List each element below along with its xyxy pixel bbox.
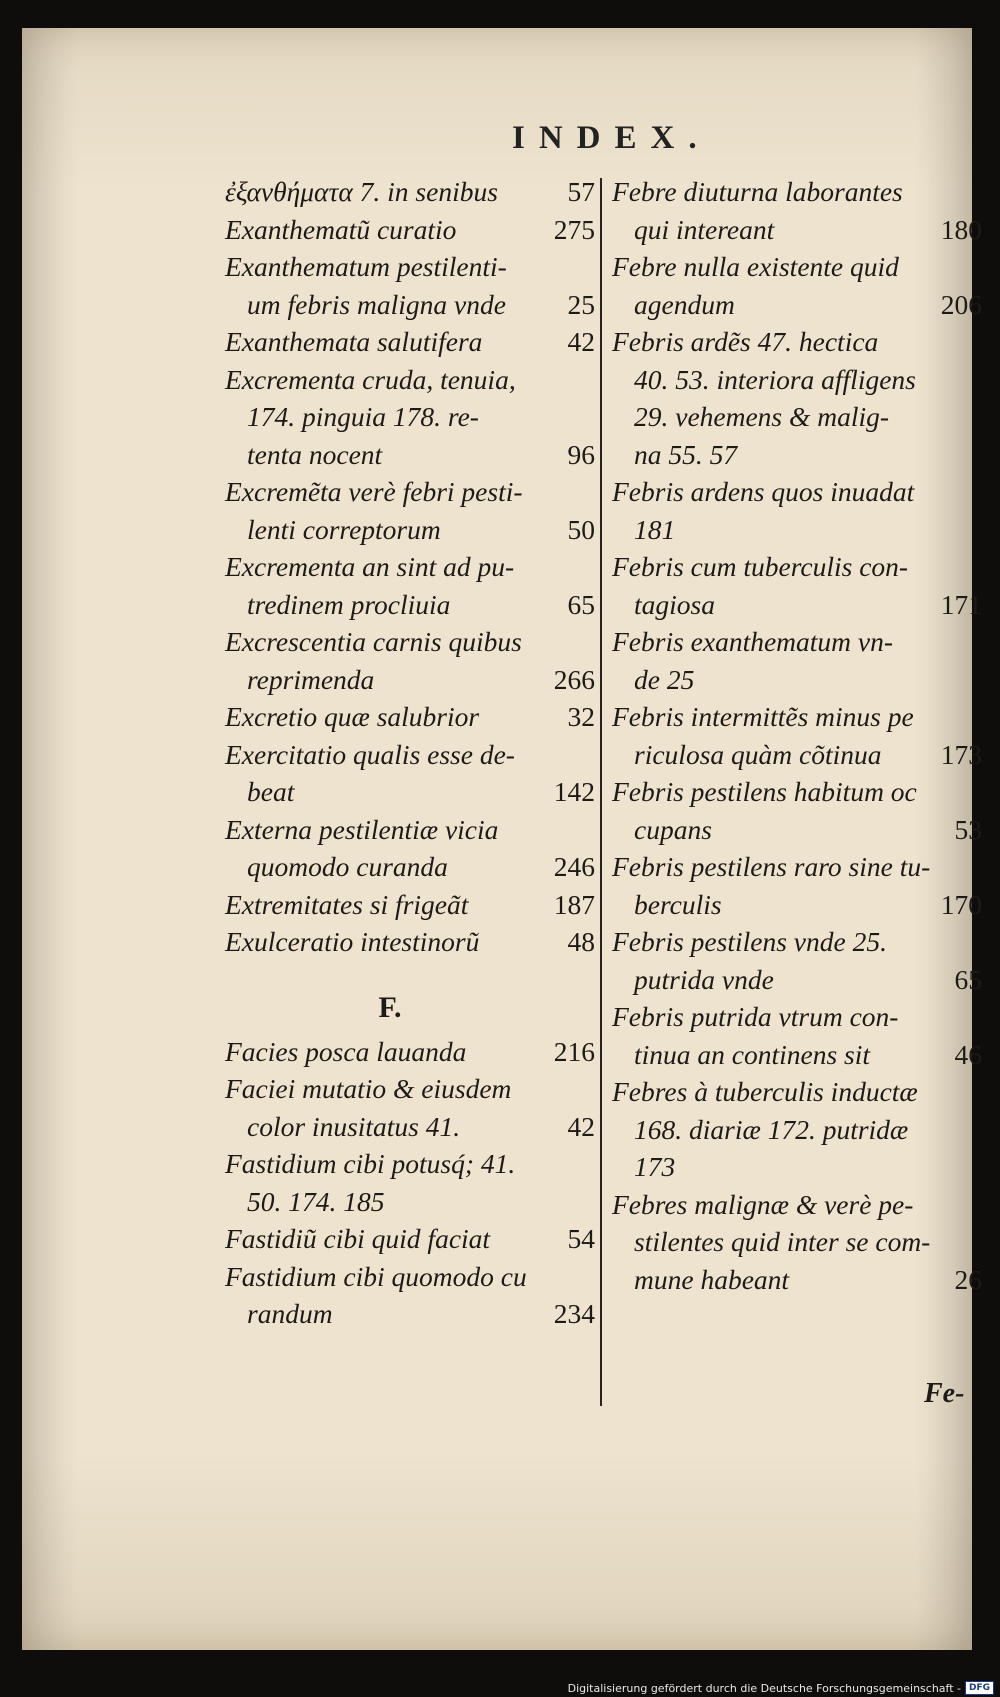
- entry-page-number: 46: [954, 1038, 982, 1070]
- index-entry-line: [612, 176, 982, 214]
- index-entry: [612, 926, 982, 1001]
- entry-text: stilentes quid inter se com-: [634, 1226, 931, 1257]
- index-entry-line: [225, 589, 595, 627]
- entry-text: um febris maligna vnde: [247, 288, 506, 320]
- index-entry: [225, 701, 595, 739]
- entry-text: cupans: [634, 813, 712, 845]
- entry-page-number: 142: [553, 776, 595, 807]
- entry-page-number: 32: [567, 701, 595, 732]
- index-entry: [225, 1036, 595, 1074]
- index-entry-line: [225, 439, 595, 477]
- entry-text: 50. 174. 185: [247, 1185, 385, 1217]
- index-entry-line: [612, 626, 982, 664]
- index-entry-line: [612, 401, 982, 439]
- entry-page-number: 65: [567, 588, 595, 620]
- entry-page-number: 42: [567, 1110, 595, 1142]
- entry-page-number: 171: [940, 588, 982, 620]
- index-entry: [612, 626, 982, 701]
- index-entry-line: [612, 1114, 982, 1152]
- index-entry: [612, 551, 982, 626]
- right-column: [612, 176, 982, 1301]
- index-entry-line: [225, 1111, 595, 1149]
- index-entry-line: [612, 289, 982, 327]
- index-entry-line: [612, 439, 982, 477]
- entry-text: Facies posca lauanda: [225, 1035, 467, 1067]
- index-entry-line: [612, 851, 982, 889]
- entry-page-number: 65: [954, 963, 982, 995]
- index-entry: [225, 1148, 595, 1223]
- index-entry: [225, 739, 595, 814]
- index-entry-line: [612, 1001, 982, 1039]
- entry-text: color inusitatus 41.: [247, 1110, 461, 1142]
- entry-text: mune habeant: [634, 1263, 790, 1295]
- entry-page-number: 42: [567, 326, 595, 357]
- index-entry: [612, 176, 982, 251]
- index-entry: [225, 176, 595, 214]
- entry-text: Febris putrida vtrum con-: [612, 1001, 899, 1032]
- entry-page-number: 170: [940, 888, 982, 920]
- index-entry-line: [612, 1076, 982, 1114]
- index-entry-line: [225, 214, 595, 252]
- entry-page-number: 234: [553, 1298, 595, 1329]
- entry-text: ἐξανθήματα 7. in senibus: [225, 176, 498, 207]
- entry-text: Exulceratio intestinorũ: [225, 926, 480, 957]
- index-entry: [225, 1223, 595, 1261]
- index-entry: [225, 214, 595, 252]
- entry-text: Febris intermittẽs minus pe: [612, 701, 914, 732]
- entry-page-number: 187: [553, 888, 595, 920]
- page-header: INDEX.: [512, 120, 711, 156]
- index-entry-line: [225, 851, 595, 889]
- section-letter: F.: [378, 990, 402, 1024]
- index-entry-line: [612, 964, 982, 1002]
- entry-text: Exanthematũ curatio: [225, 213, 457, 245]
- entry-text: Exanthemata salutifera: [225, 326, 483, 357]
- entry-text: Febris exanthematum vn-: [612, 626, 894, 657]
- index-entry: [612, 1001, 982, 1076]
- entry-text: Febre diuturna laborantes: [612, 176, 903, 207]
- index-entry-line: [612, 364, 982, 402]
- entry-page-number: 50: [567, 513, 595, 545]
- index-entry: [225, 1261, 595, 1336]
- index-entry-line: [225, 476, 595, 514]
- entry-text: Excrescentia carnis quibus: [225, 626, 522, 657]
- index-entry-line: [612, 814, 982, 852]
- entry-page-number: 54: [567, 1223, 595, 1254]
- entry-text: Febris pestilens vnde 25.: [612, 926, 887, 957]
- entry-text: reprimenda: [247, 663, 375, 695]
- index-entry-line: [225, 176, 595, 214]
- entry-text: Faciei mutatio & eiusdem: [225, 1073, 512, 1104]
- index-entry-line: [612, 664, 982, 702]
- entry-text: 181: [634, 513, 676, 545]
- entry-text: beat: [247, 776, 295, 807]
- entry-page-number: 180: [940, 213, 982, 245]
- entry-text: tenta nocent: [247, 438, 383, 470]
- index-entry: [612, 1189, 982, 1302]
- entry-text: de 25: [634, 663, 695, 695]
- index-entry-line: [612, 589, 982, 627]
- index-entry-line: [612, 1189, 982, 1227]
- book-page: [22, 28, 982, 1650]
- index-entry-line: [612, 251, 982, 289]
- entry-text: Fastidium cibi quomodo cu: [225, 1260, 527, 1292]
- index-entry: [612, 776, 982, 851]
- index-entry-line: [612, 889, 982, 927]
- index-entry-line: [225, 326, 595, 364]
- entry-text: quomodo curanda: [247, 851, 448, 882]
- index-entry-line: [225, 889, 595, 927]
- index-entry-line: [225, 1223, 595, 1261]
- index-entry-line: [225, 664, 595, 702]
- index-entry: [225, 626, 595, 701]
- index-entry: [225, 476, 595, 551]
- entry-text: na 55. 57: [634, 438, 738, 470]
- entry-text: Excrementa an sint ad pu-: [225, 551, 515, 582]
- index-entry: [225, 814, 595, 889]
- entry-text: randum: [247, 1298, 333, 1329]
- entry-text: berculis: [634, 888, 722, 920]
- entry-page-number: 216: [553, 1035, 595, 1067]
- index-entry-line: [612, 551, 982, 589]
- entry-page-number: 53: [954, 813, 982, 845]
- index-entry: [612, 701, 982, 776]
- index-entry: [225, 364, 595, 477]
- left-column: [225, 176, 595, 1336]
- index-entry-line: [225, 926, 595, 964]
- index-entry: [612, 1076, 982, 1189]
- index-entry-line: [612, 1226, 982, 1264]
- entry-text: Febris ardens quos inuadat: [612, 476, 915, 507]
- entry-text: Exanthematum pestilenti-: [225, 251, 507, 282]
- index-entry-line: [612, 214, 982, 252]
- index-entry-line: [225, 551, 595, 589]
- entry-text: putrida vnde: [634, 963, 774, 995]
- index-entry: [612, 251, 982, 326]
- entry-page-number: 206: [940, 288, 982, 320]
- index-entry-line: [225, 814, 595, 852]
- entry-text: 168. diariæ 172. putridæ: [634, 1113, 909, 1145]
- entry-text: qui intereant: [634, 213, 775, 245]
- index-entry-line: [225, 1261, 595, 1299]
- entry-text: Excrementa cruda, tenuia,: [225, 363, 516, 395]
- index-entry-line: [225, 1148, 595, 1186]
- entry-page-number: 173: [940, 738, 982, 770]
- index-entry-line: [225, 701, 595, 739]
- entry-text: 173: [634, 1151, 676, 1182]
- index-entry: [225, 889, 595, 927]
- entry-text: Exercitatio qualis esse de-: [225, 738, 515, 770]
- index-entry-line: [612, 1151, 982, 1189]
- entry-text: Febris cum tuberculis con-: [612, 551, 909, 582]
- entry-page-number: 266: [553, 663, 595, 695]
- entry-text: Fastidiũ cibi quid faciat: [225, 1223, 491, 1254]
- entry-text: Extremitates si frigeãt: [225, 888, 469, 920]
- index-entry-line: [225, 776, 595, 814]
- entry-page-number: 48: [567, 926, 595, 957]
- index-entry-line: [612, 776, 982, 814]
- index-entry-line: [225, 1186, 595, 1224]
- index-entry: [225, 551, 595, 626]
- index-entry-line: [225, 289, 595, 327]
- entry-page-number: 25: [567, 288, 595, 320]
- index-entry-line: [225, 1073, 595, 1111]
- entry-text: lenti correptorum: [247, 513, 441, 545]
- entry-page-number: 57: [567, 176, 595, 207]
- index-entry-line: [612, 926, 982, 964]
- entry-text: Excretio quæ salubrior: [225, 701, 480, 732]
- index-entry-line: [225, 401, 595, 439]
- index-entry: [612, 326, 982, 476]
- entry-text: 29. vehemens & malig-: [634, 401, 890, 432]
- index-entry-line: [612, 514, 982, 552]
- entry-text: 174. pinguia 178. re-: [247, 401, 479, 432]
- index-entry-line: [225, 739, 595, 777]
- entry-text: tinua an continens sit: [634, 1038, 871, 1070]
- entry-text: Febris pestilens raro sine tu-: [612, 851, 931, 882]
- index-entry-line: [612, 476, 982, 514]
- entry-text: Febres à tuberculis inductæ: [612, 1076, 918, 1107]
- entry-text: Febres malignæ & verè pe-: [612, 1188, 914, 1220]
- entry-text: Febre nulla existente quid: [612, 251, 899, 282]
- entry-text: riculosa quàm cõtinua: [634, 738, 882, 770]
- entry-text: tredinem procliuia: [247, 588, 451, 620]
- entry-text: Externa pestilentiæ vicia: [225, 813, 499, 845]
- index-entry-line: [612, 739, 982, 777]
- index-entry: [225, 251, 595, 326]
- index-entry: [612, 851, 982, 926]
- index-entry-line: [225, 626, 595, 664]
- entry-text: agendum: [634, 288, 735, 320]
- entry-text: Febris pestilens habitum oc: [612, 776, 917, 807]
- index-entry-line: [612, 1039, 982, 1077]
- entry-page-number: 275: [553, 213, 595, 245]
- index-entry-line: [225, 1298, 595, 1336]
- index-entry-line: [612, 326, 982, 364]
- entry-text: Excremẽta verè febri pesti-: [225, 476, 523, 507]
- index-entry-line: [225, 251, 595, 289]
- index-entry: [612, 476, 982, 551]
- entry-page-number: 26: [954, 1263, 982, 1295]
- index-entry-line: [612, 1264, 982, 1302]
- footer-text: Digitalisierung gefördert durch die Deutsche Forschungsgemeinschaft -: [567, 1681, 961, 1695]
- entry-text: 40. 53. interiora affligens: [634, 363, 916, 395]
- entry-text: Fastidium cibi potusq́; 41.: [225, 1148, 516, 1179]
- index-entry-line: [225, 364, 595, 402]
- index-entry: [225, 326, 595, 364]
- entry-page-number: 96: [567, 438, 595, 470]
- entry-text: Febris ardẽs 47. hectica: [612, 326, 879, 357]
- dfg-logo: DFG: [965, 1681, 994, 1695]
- index-entry-line: [612, 701, 982, 739]
- catchword: Fe-: [924, 1378, 965, 1409]
- index-entry-line: [225, 514, 595, 552]
- index-entry: [225, 926, 595, 964]
- column-divider: [600, 178, 602, 1406]
- entry-page-number: 246: [553, 851, 595, 882]
- index-entry: [225, 1073, 595, 1148]
- entry-text: tagiosa: [634, 588, 715, 620]
- index-entry-line: [225, 1036, 595, 1074]
- digitization-footer: [568, 1681, 994, 1695]
